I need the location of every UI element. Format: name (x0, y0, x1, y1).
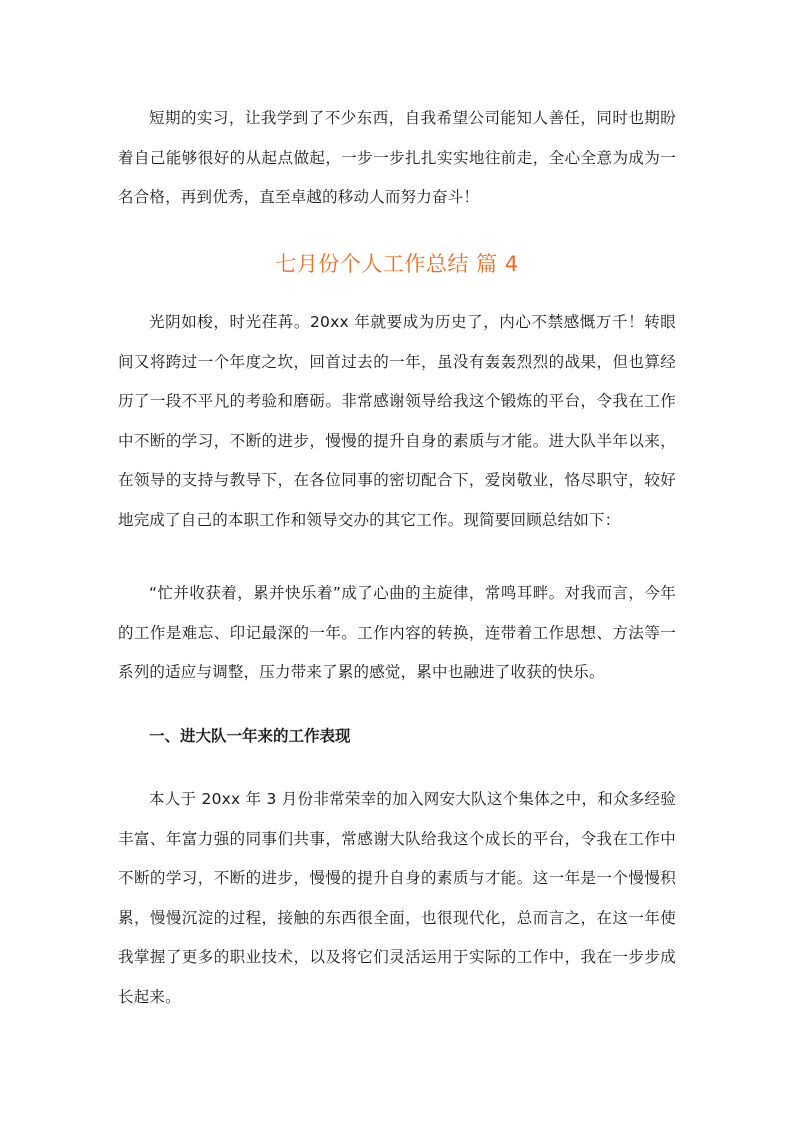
paragraph-year-review: 光阴如梭，时光荏苒。20xx 年就要成为历史了，内心不禁感慨万千！转眼间又将跨过一个年度之坎，回首过去的一年，虽没有轰轰烈烈的战果，但也算经历了一段不平凡的考验和磨砺。非常感谢领导给我这个锻炼的平台，令我在工作中不断的学习，不断的进步，慢慢的提升自身的素质与才能。进大队半年以来，在领导的支持与教导下，在各位同事的密切配合下，爱岗敬业，恪尽职守，较好地完成了自己的本职工作和领导交办的其它工作。现简要回顾总结如下： (118, 313, 676, 529)
paragraph-internship-summary: 短期的实习，让我学到了不少东西，自我希望公司能知人善任，同时也期盼着自己能够很好的从起点做起，一步一步扎扎实实地往前走，全心全意为成为一名合格，再到优秀，直至卓越的移动人而努力奋斗！ (118, 109, 676, 207)
subsection-title: 一、进大队一年来的工作表现 (149, 727, 351, 745)
section-heading: 七月份个人工作总结 篇 4 (275, 252, 519, 276)
paragraph-work-performance: 本人于 20xx 年 3 月份非常荣幸的加入网安大队这个集体之中，和众多经验丰富、年富力强的同事们共事，常感谢大队给我这个成长的平台，令我在工作中不断的学习，不断的进步，慢慢的提升自身的素质与才能。这一年是一个慢慢积累，慢慢沉淀的过程，接触的东西很全面，也很现代化，总而言之，在这一年使我掌握了更多的职业技术，以及将它们灵活运用于实际的工作中，我在一步步成长起来。 (118, 790, 676, 1006)
paragraph-busy-and-happy: “忙并收获着，累并快乐着”成了心曲的主旋律，常鸣耳畔。对我而言，今年的工作是难忘、印记最深的一年。工作内容的转换，连带着工作思想、方法等一系列的适应与调整，压力带来了累的感觉，累中也融进了收获的快乐。 (118, 584, 676, 682)
